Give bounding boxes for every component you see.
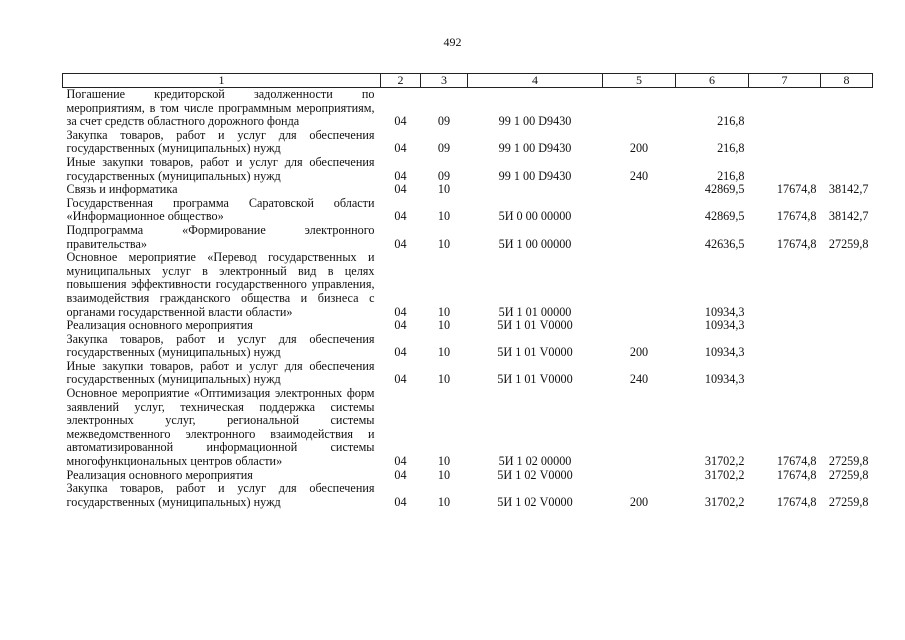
section-code: 04 — [394, 209, 407, 224]
table-row — [63, 387, 873, 469]
row-name: Закупка товаров, работ и услуг для обеспечения государственных (муниципальных) нужд — [66, 331, 375, 360]
section-code: 04 — [394, 168, 407, 183]
expense-type-code — [603, 387, 676, 469]
amount-col-7: 17674,8 — [776, 494, 817, 509]
amount-col-8 — [821, 251, 873, 319]
section-code: 04 — [394, 454, 407, 469]
amount-col-7: 17674,8 — [776, 182, 817, 197]
row-name: Иные закупки товаров, работ и услуг для обеспечения государственных (муниципальных) нужд — [66, 154, 375, 183]
expense-type-code — [603, 88, 676, 129]
target-article-code: 5И 1 01 00000 — [498, 304, 572, 319]
table-row — [63, 183, 873, 197]
row-name: Реализация основного мероприятия — [66, 318, 253, 333]
target-article-code: 5И 1 00 00000 — [498, 236, 572, 251]
row-name: Основное мероприятие «Перевод государственных и муниципальных услуг в электронный вид в целях повышения эффективности государственного управления, взаимодействия гражданского общества и бизнеса с органами государственной власти области» — [66, 250, 375, 319]
amount-col-7 — [749, 319, 821, 333]
subsection-code: 10 — [437, 318, 451, 333]
target-article-code: 5И 1 01 V0000 — [497, 372, 573, 387]
target-article-code: 99 1 00 D9430 — [498, 168, 572, 183]
header-col-8: 8 — [821, 74, 873, 88]
amount-col-6: 216,8 — [717, 114, 745, 129]
amount-col-7: 17674,8 — [776, 209, 817, 224]
amount-col-6: 10934,3 — [704, 304, 745, 319]
subsection-code: 10 — [437, 182, 451, 197]
target-article-code: 99 1 00 D9430 — [498, 141, 572, 156]
amount-col-8: 27259,8 — [828, 236, 869, 251]
header-col-6: 6 — [676, 74, 749, 88]
target-article-code: 5И 1 02 V0000 — [497, 494, 573, 509]
subsection-code: 10 — [437, 209, 451, 224]
table-row — [63, 469, 873, 483]
amount-col-8 — [821, 319, 873, 333]
expense-type-code — [603, 251, 676, 319]
amount-col-8: 38142,7 — [828, 209, 869, 224]
table-row — [63, 197, 873, 224]
row-name: Реализация основного мероприятия — [66, 467, 253, 482]
expense-type-code — [603, 197, 676, 224]
table-body — [63, 88, 873, 510]
row-name: Основное мероприятие «Оптимизация электронных форм заявлений услуг, техническая поддержка системы электронных услуг, региональной системы межведомственного электронного взаимодействия и автоматизированной информационной системы многофункциональных центров области» — [66, 386, 375, 469]
amount-col-6: 216,8 — [717, 168, 745, 183]
row-name: Иные закупки товаров, работ и услуг для обеспечения государственных (муниципальных) нужд — [66, 358, 375, 387]
expense-type-code — [603, 469, 676, 483]
section-code: 04 — [394, 182, 407, 197]
amount-col-7 — [749, 360, 821, 387]
target-article-code: 5И 1 01 V0000 — [497, 345, 573, 360]
table-row — [63, 129, 873, 156]
subsection-code: 10 — [437, 345, 451, 360]
row-name: Закупка товаров, работ и услуг для обеспечения государственных (муниципальных) нужд — [66, 481, 375, 509]
subsection-code: 10 — [437, 454, 451, 469]
amount-col-6: 42869,5 — [704, 182, 745, 197]
amount-col-8: 27259,8 — [828, 494, 869, 509]
amount-col-7 — [749, 333, 821, 360]
row-name: Погашение кредиторской задолженности по мероприятиям, в том числе программным мероприятиям, за счет средств областного дорожного фонда — [66, 87, 375, 129]
target-article-code: 5И 1 01 V0000 — [497, 318, 573, 333]
budget-table — [62, 73, 873, 509]
header-col-4: 4 — [468, 74, 603, 88]
expense-type-code: 200 — [629, 141, 649, 156]
target-article-code: 5И 1 02 V0000 — [497, 467, 573, 482]
amount-col-6: 10934,3 — [704, 318, 745, 333]
row-name: Закупка товаров, работ и услуг для обеспечения государственных (муниципальных) нужд — [66, 127, 375, 156]
target-article-code: 5И 1 02 00000 — [498, 454, 572, 469]
target-article-code: 99 1 00 D9430 — [498, 114, 572, 129]
expense-type-code: 200 — [629, 494, 649, 509]
section-code: 04 — [394, 494, 407, 509]
subsection-code: 09 — [437, 168, 451, 183]
section-code: 04 — [394, 345, 407, 360]
row-name: Связь и информатика — [66, 182, 178, 197]
section-code: 04 — [394, 372, 407, 387]
amount-col-7: 17674,8 — [776, 467, 817, 482]
subsection-code: 09 — [437, 114, 451, 129]
amount-col-8 — [821, 360, 873, 387]
table-row — [63, 251, 873, 319]
header-col-1: 1 — [63, 74, 381, 88]
amount-col-8 — [821, 333, 873, 360]
section-code: 04 — [394, 114, 407, 129]
amount-col-7 — [749, 129, 821, 156]
section-code: 04 — [394, 141, 407, 156]
amount-col-6: 31702,2 — [704, 494, 745, 509]
expense-type-code: 200 — [629, 345, 649, 360]
table-row — [63, 319, 873, 333]
amount-col-8: 27259,8 — [828, 467, 869, 482]
table-row — [63, 224, 873, 251]
subsection-code: 10 — [437, 494, 451, 509]
row-name: Государственная программа Саратовской области «Информационное общество» — [66, 195, 375, 224]
header-row — [63, 74, 873, 88]
header-col-3: 3 — [421, 74, 468, 88]
subsection-code: 10 — [437, 467, 451, 482]
amount-col-8: 27259,8 — [828, 454, 869, 469]
amount-col-8 — [821, 129, 873, 156]
expense-type-code — [603, 183, 676, 197]
amount-col-6: 31702,2 — [704, 467, 745, 482]
expense-type-code — [603, 224, 676, 251]
amount-col-6: 31702,2 — [704, 454, 745, 469]
subsection-code: 10 — [437, 304, 451, 319]
amount-col-6: 42869,5 — [704, 209, 745, 224]
subsection-code: 10 — [437, 236, 451, 251]
section-code: 04 — [394, 236, 407, 251]
amount-col-7 — [749, 156, 821, 183]
amount-col-6: 10934,3 — [704, 345, 745, 360]
amount-col-7: 17674,8 — [776, 454, 817, 469]
target-article-code — [468, 183, 603, 197]
expense-type-code — [603, 319, 676, 333]
amount-col-6: 42636,5 — [704, 236, 745, 251]
amount-col-8: 38142,7 — [828, 182, 869, 197]
amount-col-7 — [749, 88, 821, 129]
target-article-code: 5И 0 00 00000 — [498, 209, 572, 224]
table-row — [63, 360, 873, 387]
expense-type-code: 240 — [629, 372, 649, 387]
section-code: 04 — [394, 304, 407, 319]
table-row — [63, 482, 873, 509]
header-col-7: 7 — [749, 74, 821, 88]
expense-type-code: 240 — [629, 168, 649, 183]
subsection-code: 10 — [437, 372, 451, 387]
section-code: 04 — [394, 467, 407, 482]
amount-col-6: 10934,3 — [704, 372, 745, 387]
amount-col-7: 17674,8 — [776, 236, 817, 251]
row-name: Подпрограмма «Формирование электронного правительства» — [66, 222, 375, 251]
section-code: 04 — [394, 318, 407, 333]
table-row — [63, 333, 873, 360]
amount-col-8 — [821, 88, 873, 129]
amount-col-8 — [821, 156, 873, 183]
table-row — [63, 88, 873, 129]
table-row — [63, 156, 873, 183]
header-col-2: 2 — [381, 74, 421, 88]
amount-col-7 — [749, 251, 821, 319]
subsection-code: 09 — [437, 141, 451, 156]
page-number: 492 — [443, 35, 462, 49]
amount-col-6: 216,8 — [717, 141, 745, 156]
header-col-5: 5 — [603, 74, 676, 88]
